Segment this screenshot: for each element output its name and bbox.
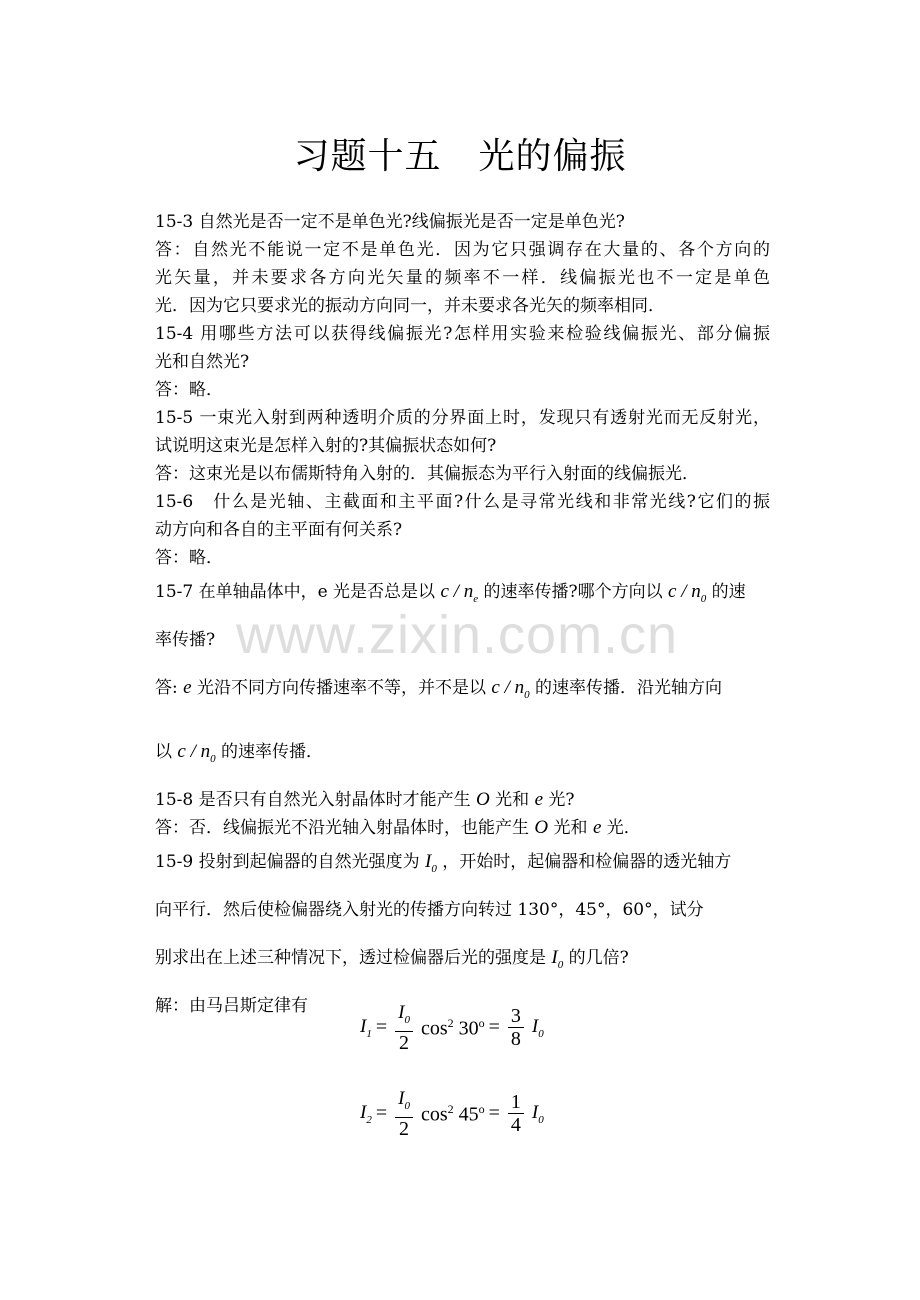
question-15-6: 15-6 什么是光轴、主截面和主平面?什么是寻常光线和非常光线?它们的振 (155, 492, 770, 512)
formula-i1: $I_1$ = $\frac{I_0}{2}$ $\cos^2 30^o$ = $\frac{3}{8}$ $I_0$ (360, 1002, 544, 1054)
question-line: 试说明这束光是怎样入射的?其偏振状态如何? (155, 436, 497, 456)
math-e: e (183, 677, 192, 698)
watermark: www.zixin.com.cn (236, 605, 679, 665)
question-line: 向平行．然后使检偏器绕入射光的传播方向转过 130°，45°，60°，试分 (155, 900, 704, 920)
answer-line: 以 c / $n_0$ 的速率传播． (155, 741, 324, 765)
question-line: 动方向和各自的主平面有何关系? (155, 520, 403, 540)
question-15-3: 15-3 自然光是否一定不是单色光?线偏振光是否一定是单色光? (155, 212, 625, 232)
answer-line: 答：略． (155, 380, 223, 400)
question-15-5: 15-5 一束光入射到两种透明介质的分界面上时，发现只有透射光而无反射光， (155, 408, 770, 428)
question-15-7: 15-7 在单轴晶体中，e 光是否总是以 c / $n_e$ 的速率传播?哪个方向以 c / $n_0$ 的速 (155, 581, 746, 605)
math-I0: $I_0$ (425, 851, 437, 875)
math-c-over-n0: c / $n_0$ (177, 741, 216, 765)
question-line: 别求出在上述三种情况下，透过检偏器后光的强度是 $I_0$ 的几倍? (155, 947, 629, 971)
fraction: $\frac{3}{8}$ (508, 1005, 524, 1050)
answer-line: 答：略． (155, 548, 223, 568)
answer-line: 答：这束光是以布儒斯特角入射的．其偏振态为平行入射面的线偏振光． (155, 464, 699, 484)
formula-i2: $I_2$ = $\frac{I_0}{2}$ $\cos^2 45^o$ = $\frac{1}{4}$ $I_0$ (360, 1088, 544, 1140)
answer-line: 光．因为它只要求光的振动方向同一，并未要求各光矢的频率相同． (155, 296, 665, 316)
math-c-over-n0: c / $n_0$ (491, 677, 530, 701)
page-title: 习题十五 光的偏振 (293, 136, 627, 177)
question-15-9: 15-9 投射到起偏器的自然光强度为 $I_0$ ，开始时，起偏器和检偏器的透光轴方 (155, 851, 732, 875)
math-I0: $I_0$ (551, 947, 564, 971)
math-c-over-n0: c / $n_0$ (668, 581, 707, 605)
answer-line: 答：自然光不能说一定不是单色光．因为它只强调存在大量的、各个方向的 (155, 240, 770, 260)
question-line: 光和自然光? (155, 352, 250, 372)
question-15-4: 15-4 用哪些方法可以获得线偏振光?怎样用实验来检验线偏振光、部分偏振 (155, 324, 770, 344)
solution-intro: 解：由马吕斯定律有 (155, 996, 308, 1016)
answer-15-7: 答: e 光沿不同方向传播速率不等，并不是以 c / $n_0$ 的速率传播．沿光轴方向 (155, 677, 723, 701)
answer-line: 光矢量，并未要求各方向光矢量的频率不一样．线偏振光也不一定是单色 (155, 268, 770, 288)
document-body (155, 208, 770, 1020)
math-O: O (476, 789, 490, 810)
fraction: $\frac{1}{4}$ (508, 1091, 524, 1136)
math-e: e (592, 817, 602, 838)
question-line: 率传播? (155, 630, 216, 650)
math-c-over-ne: c / $n_e$ (440, 581, 479, 605)
math-e: e (534, 789, 543, 810)
fraction: $\frac{I_0}{2}$ (395, 1002, 413, 1054)
question-15-8: 15-8 是否只有自然光入射晶体时才能产生 O 光和 e 光? (155, 789, 575, 810)
fraction: $\frac{I_0}{2}$ (395, 1088, 413, 1140)
answer-15-8: 答：否．线偏振光不沿光轴入射晶体时，也能产生 O 光和 e 光． (155, 817, 641, 838)
math-O: O (534, 817, 549, 838)
